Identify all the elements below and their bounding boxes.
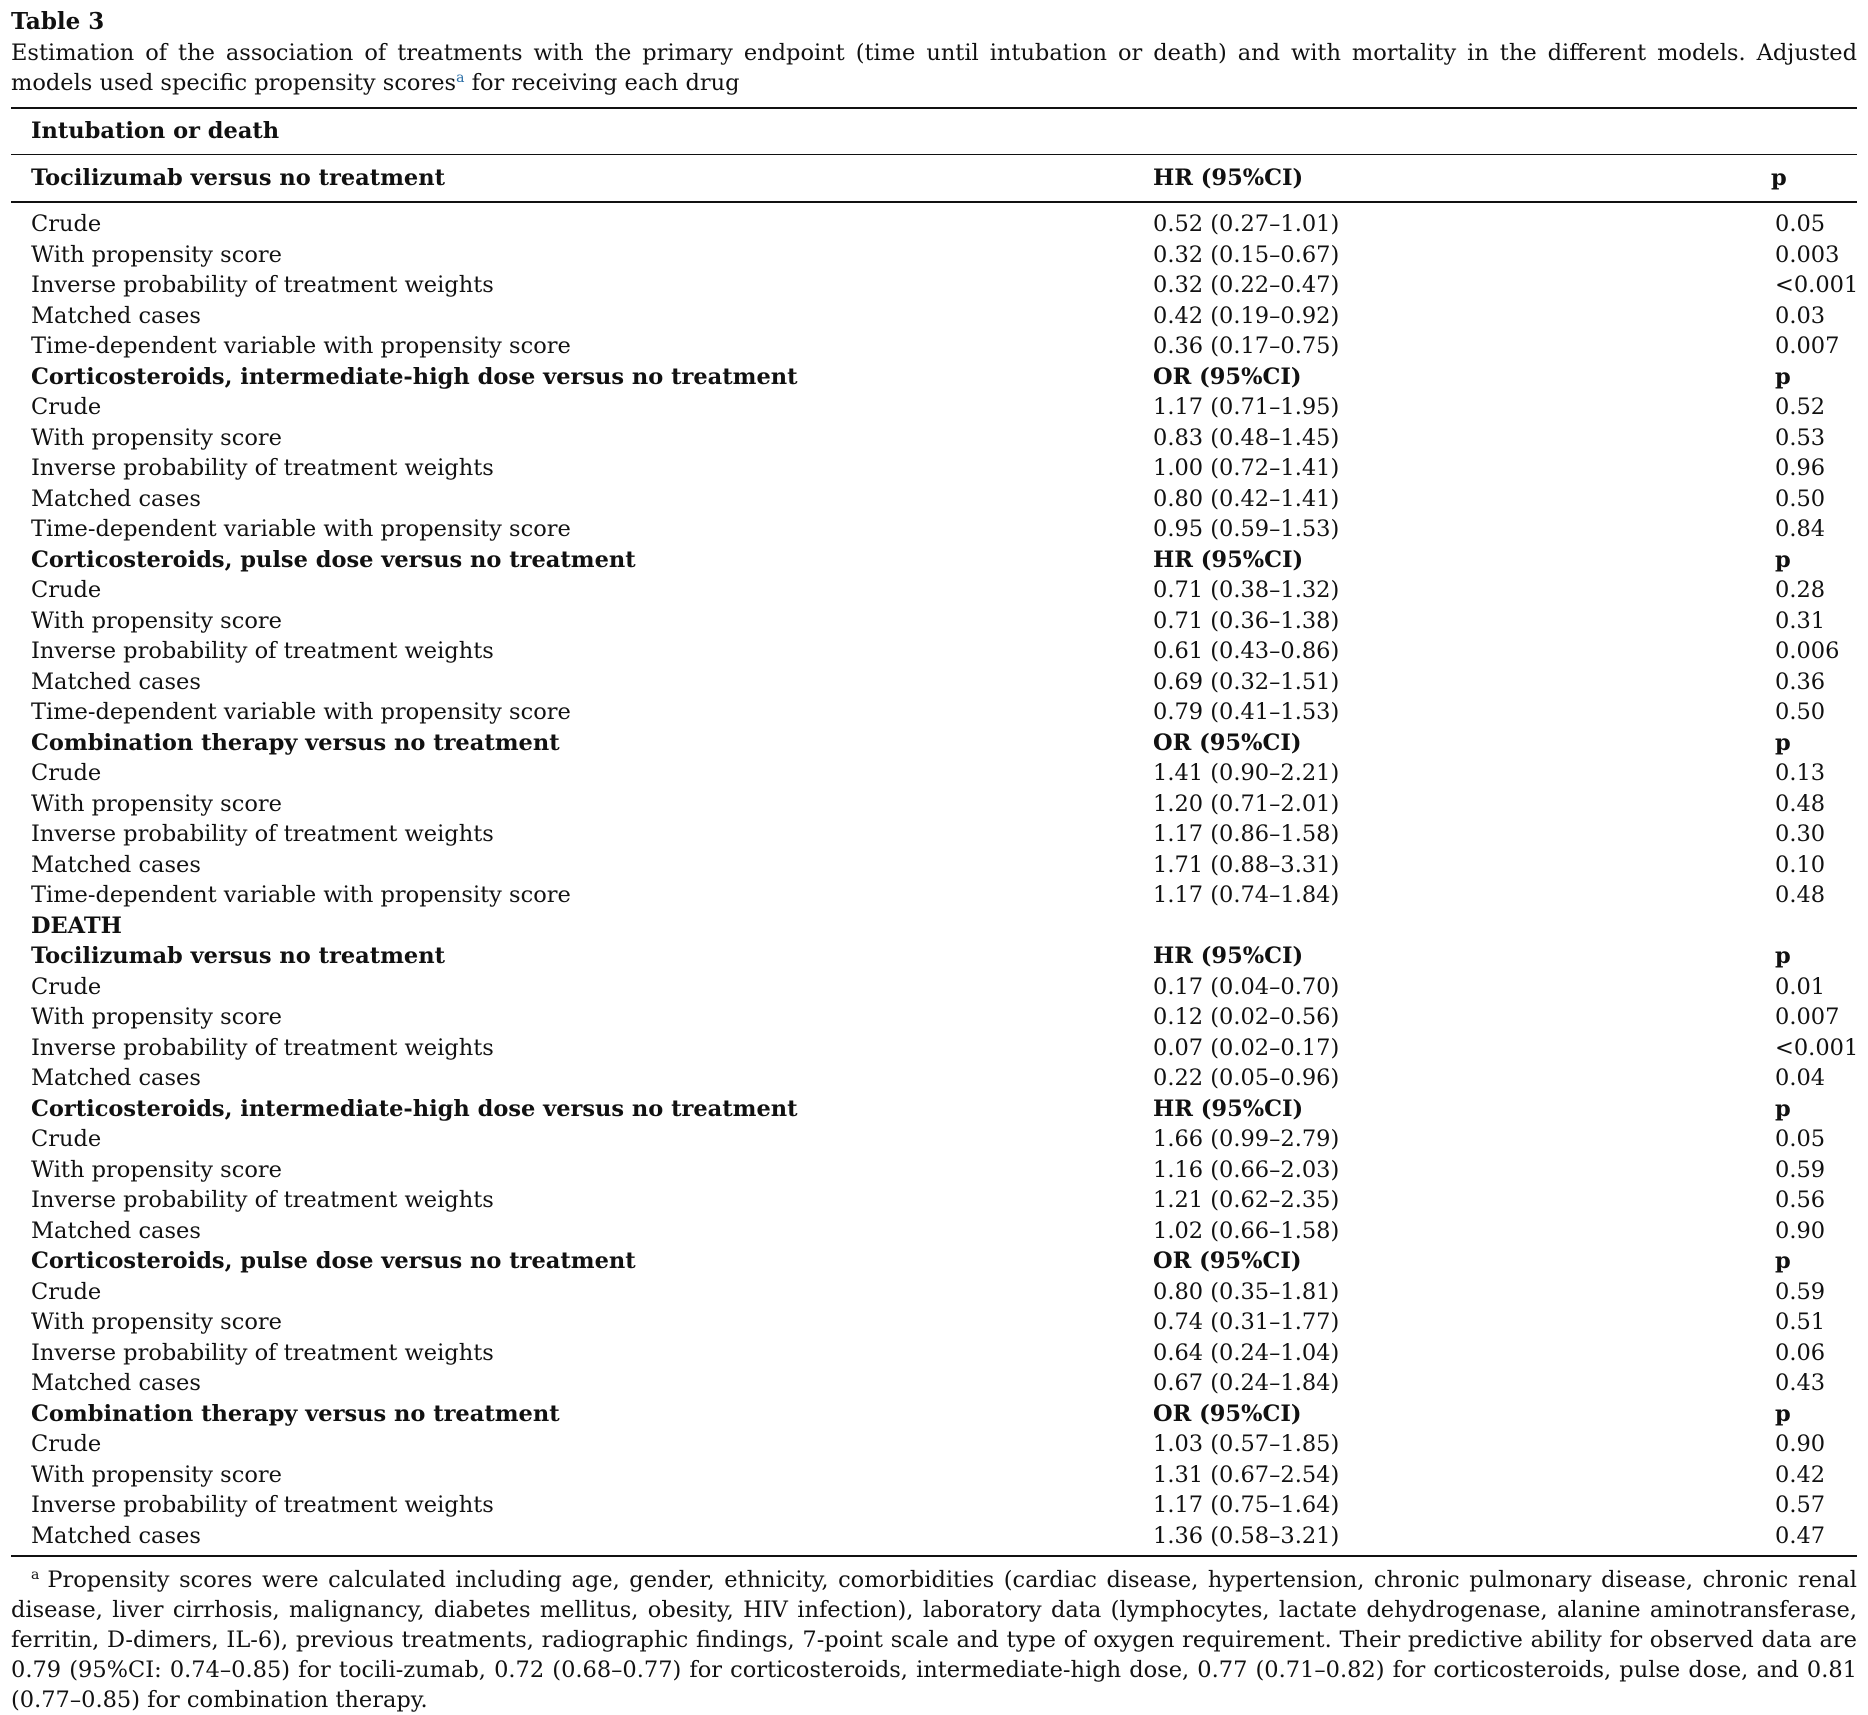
p-value-cell: <0.001 [1775,1034,1859,1061]
model-label: Time-dependent variable with propensity score [31,333,571,359]
table-row [11,1338,1857,1369]
p-value-cell: 0.51 [1775,1309,1826,1335]
model-label: Time-dependent variable with propensity score [31,699,571,725]
estimate-cell: 1.17 (0.71–1.95) [1153,394,1340,420]
estimate-cell: 1.17 (0.75–1.64) [1153,1492,1340,1518]
comparison-label: Corticosteroids, intermediate-high dose versus no treatment [31,363,798,390]
table-row [11,1216,1857,1247]
model-label: Crude [31,577,102,603]
model-label: Inverse probability of treatment weights [31,638,494,664]
estimate-cell: 0.07 (0.02–0.17) [1153,1034,1340,1061]
model-label: Time-dependent variable with propensity score [31,882,571,908]
p-value-cell: 0.003 [1775,241,1840,268]
model-label: With propensity score [31,790,282,817]
estimate-type-label: OR (95%CI) [1153,729,1302,756]
intubation-section-rows [11,209,1857,911]
model-label: Inverse probability of treatment weights [31,455,494,481]
table-row [11,270,1857,301]
table-row [11,331,1857,362]
table-row [11,972,1857,1003]
estimate-cell: 1.31 (0.67–2.54) [1153,1461,1340,1488]
p-header-label: p [1775,1095,1791,1122]
model-label: Crude [31,1431,102,1457]
p-value-cell: 0.52 [1775,394,1826,420]
model-label: Matched cases [31,1522,201,1549]
model-label: Crude [31,1278,102,1305]
table-row [11,1521,1857,1552]
table-row [11,392,1857,423]
estimate-cell: 1.36 (0.58–3.21) [1153,1522,1340,1549]
table-row [11,1307,1857,1338]
p-header-label: p [1775,1400,1791,1427]
model-label: Inverse probability of treatment weights [31,1492,494,1518]
p-value-cell: 0.90 [1775,1217,1826,1244]
model-label: Matched cases [31,851,201,878]
p-value-cell: 0.10 [1775,851,1826,878]
comparison-header-row [11,545,1857,576]
results-table-header [11,155,1857,201]
model-label: Inverse probability of treatment weights [31,1187,494,1213]
table-row [11,1368,1857,1399]
column-header-estimate: HR (95%CI) [1153,165,1304,191]
model-label: With propensity score [31,241,282,268]
p-header-label: p [1775,363,1791,390]
p-header-label: p [1775,546,1791,573]
p-value-cell: 0.05 [1775,211,1826,237]
estimate-cell: 0.80 (0.35–1.81) [1153,1278,1340,1305]
p-value-cell: 0.53 [1775,424,1826,451]
model-label: Matched cases [31,485,201,512]
p-value-cell: 0.28 [1775,577,1826,603]
comparison-label: Corticosteroids, pulse dose versus no treatment [31,546,636,573]
death-section-rows [11,941,1857,1551]
p-value-cell: 0.05 [1775,1126,1826,1152]
table-row [11,1002,1857,1033]
table-row [11,453,1857,484]
table-row [11,1460,1857,1491]
estimate-cell: 0.42 (0.19–0.92) [1153,302,1340,329]
comparison-label: Combination therapy versus no treatment [31,729,560,756]
p-value-cell: 0.42 [1775,1461,1826,1488]
table-row [11,575,1857,606]
p-value-cell: 0.31 [1775,607,1826,634]
table-row [11,819,1857,850]
model-label: Inverse probability of treatment weights [31,821,494,847]
estimate-type-label: OR (95%CI) [1153,1248,1302,1274]
column-header-comparison: Tocilizumab versus no treatment [31,165,445,191]
p-value-cell: 0.007 [1775,333,1840,359]
estimate-cell: 0.52 (0.27–1.01) [1153,211,1340,237]
model-label: Inverse probability of treatment weights [31,272,494,298]
table-row [11,209,1857,240]
p-value-cell: 0.96 [1775,455,1826,481]
comparison-header-row [11,1246,1857,1277]
table-row [11,1063,1857,1094]
p-header-label: p [1775,1248,1791,1274]
model-label: With propensity score [31,1004,282,1030]
model-label: Matched cases [31,302,201,329]
estimate-cell: 0.80 (0.42–1.41) [1153,485,1340,512]
table-row [11,1155,1857,1186]
model-label: Crude [31,973,102,1000]
p-value-cell: 0.59 [1775,1156,1826,1183]
estimate-cell: 1.71 (0.88–3.31) [1153,851,1340,878]
estimate-cell: 1.21 (0.62–2.35) [1153,1187,1340,1213]
model-label: Matched cases [31,668,201,695]
table-row [11,514,1857,545]
table-row [11,636,1857,667]
footnote-text: Propensity scores were calculated including age, gender, ethnicity, comorbidities (cardiac disease, hypertension, chronic pulmonary disease, chronic renal disease, liver cirrhosis, malignancy, diabetes mellitus, obesity, HIV infection), laboratory data (lymphocytes, lactate dehydrogenase, alanine aminotransferase, ferritin, D-dimers, IL-6), previous treatments, radiographic findings, 7-point scale and type of oxygen requirement. Their predictive ability for observed data are 0.79 (95%CI: 0.74–0.85) for tocili-zumab, 0.72 (0.68–0.77) for corticosteroids, intermediate-high dose, 0.77 (0.71–0.82) for corticosteroids, pulse dose, and 0.81 (0.77–0.85) for combination therapy. [11,1567,1857,1713]
p-value-cell: 0.13 [1775,760,1826,786]
caption-text: Estimation of the association of treatments with the primary endpoint (time until intubation or death) and with mortality in the different models. Adjusted models used specific propensity scores [11,40,1857,96]
estimate-cell: 1.00 (0.72–1.41) [1153,455,1340,481]
footnote-marker: a [31,1567,40,1583]
table-row [11,1277,1857,1308]
model-label: Matched cases [31,1370,201,1396]
p-value-cell: 0.50 [1775,699,1826,725]
p-value-cell: 0.43 [1775,1370,1826,1396]
estimate-cell: 0.22 (0.05–0.96) [1153,1065,1340,1091]
estimate-cell: 1.03 (0.57–1.85) [1153,1431,1340,1457]
estimate-type-label: HR (95%CI) [1153,1095,1304,1122]
p-value-cell: 0.30 [1775,821,1826,847]
comparison-label: Corticosteroids, intermediate-high dose versus no treatment [31,1095,798,1122]
table-row [11,697,1857,728]
section-title-row-death [11,911,1857,942]
estimate-type-label: HR (95%CI) [1153,546,1304,573]
column-header-p: p [1771,165,1787,191]
p-value-cell: 0.59 [1775,1278,1826,1305]
estimate-cell: 0.69 (0.32–1.51) [1153,668,1340,695]
estimate-cell: 1.17 (0.74–1.84) [1153,882,1340,908]
estimate-cell: 0.61 (0.43–0.86) [1153,638,1340,664]
estimate-type-label: HR (95%CI) [1153,943,1304,969]
table-row [11,789,1857,820]
table-row [11,484,1857,515]
model-label: With propensity score [31,424,282,451]
p-value-cell: 0.36 [1775,668,1826,695]
p-value-cell: 0.56 [1775,1187,1826,1213]
p-value-cell: 0.007 [1775,1004,1840,1030]
model-label: Crude [31,394,102,420]
p-value-cell: 0.50 [1775,485,1826,512]
estimate-cell: 0.71 (0.36–1.38) [1153,607,1340,634]
comparison-header-row [11,941,1857,972]
p-header-label: p [1775,943,1791,969]
table-row [11,1429,1857,1460]
estimate-cell: 1.41 (0.90–2.21) [1153,760,1340,786]
model-label: With propensity score [31,1461,282,1488]
comparison-label: Tocilizumab versus no treatment [31,943,445,969]
comparison-header-row [11,1094,1857,1125]
table-row [11,880,1857,911]
model-label: Time-dependent variable with propensity score [31,516,571,542]
comparison-label: Combination therapy versus no treatment [31,1400,560,1427]
model-label: Crude [31,760,102,786]
comparison-header-row [11,1399,1857,1430]
table-row [11,301,1857,332]
estimate-type-label: OR (95%CI) [1153,363,1302,390]
estimate-cell: 0.12 (0.02–0.56) [1153,1004,1340,1030]
model-label: Matched cases [31,1217,201,1244]
column-header-row [11,155,1857,201]
p-value-cell: 0.01 [1775,973,1826,1000]
p-value-cell: <0.001 [1775,272,1859,298]
estimate-cell: 0.67 (0.24–1.84) [1153,1370,1340,1396]
table-row [11,240,1857,271]
caption-footnote-marker[interactable]: a [456,70,465,86]
table-row [11,423,1857,454]
estimate-cell: 0.32 (0.15–0.67) [1153,241,1340,268]
p-value-cell: 0.03 [1775,302,1826,329]
p-value-cell: 0.48 [1775,882,1826,908]
estimate-cell: 1.20 (0.71–2.01) [1153,790,1340,817]
p-value-cell: 0.47 [1775,1522,1826,1549]
p-value-cell: 0.84 [1775,516,1826,542]
p-value-cell: 0.57 [1775,1492,1826,1518]
section-title-intubation: Intubation or death [31,118,280,144]
estimate-cell: 0.17 (0.04–0.70) [1153,973,1340,1000]
p-value-cell: 0.90 [1775,1431,1826,1457]
estimate-cell: 1.66 (0.99–2.79) [1153,1126,1340,1152]
table-row [11,758,1857,789]
estimate-cell: 0.64 (0.24–1.04) [1153,1339,1340,1366]
p-value-cell: 0.006 [1775,638,1840,664]
estimate-cell: 1.17 (0.86–1.58) [1153,821,1340,847]
estimate-cell: 0.74 (0.31–1.77) [1153,1309,1340,1335]
model-label: With propensity score [31,1156,282,1183]
comparison-header-row [11,728,1857,759]
table-caption [11,38,1857,98]
model-label: Inverse probability of treatment weights [31,1339,494,1366]
estimate-cell: 0.71 (0.38–1.32) [1153,577,1340,603]
p-header-label: p [1775,729,1791,756]
model-label: With propensity score [31,1309,282,1335]
estimate-type-label: OR (95%CI) [1153,1400,1302,1427]
table-row [11,1185,1857,1216]
model-label: Inverse probability of treatment weights [31,1034,494,1061]
table-row [11,1124,1857,1155]
table-row [11,1033,1857,1064]
section-title-death: DEATH [31,912,122,939]
table-row [11,667,1857,698]
table-row [11,606,1857,637]
estimate-cell: 0.95 (0.59–1.53) [1153,516,1340,542]
model-label: With propensity score [31,607,282,634]
model-label: Crude [31,211,102,237]
caption-text-end: for receiving each drug [464,70,740,96]
p-value-cell: 0.04 [1775,1065,1826,1091]
comparison-header-row [11,362,1857,393]
estimate-cell: 0.83 (0.48–1.45) [1153,424,1340,451]
estimate-cell: 1.16 (0.66–2.03) [1153,1156,1340,1183]
p-value-cell: 0.06 [1775,1339,1826,1366]
results-table-body [11,209,1857,1551]
p-value-cell: 0.48 [1775,790,1826,817]
model-label: Crude [31,1126,102,1152]
table-row [11,1490,1857,1521]
estimate-cell: 1.02 (0.66–1.58) [1153,1217,1340,1244]
table-row [11,850,1857,881]
estimate-cell: 0.32 (0.22–0.47) [1153,272,1340,298]
table-label: Table 3 [11,8,105,35]
estimate-cell: 0.36 (0.17–0.75) [1153,333,1340,359]
comparison-label: Corticosteroids, pulse dose versus no treatment [31,1248,636,1274]
table-footnote [11,1557,1857,1715]
estimate-cell: 0.79 (0.41–1.53) [1153,699,1340,725]
model-label: Matched cases [31,1065,201,1091]
